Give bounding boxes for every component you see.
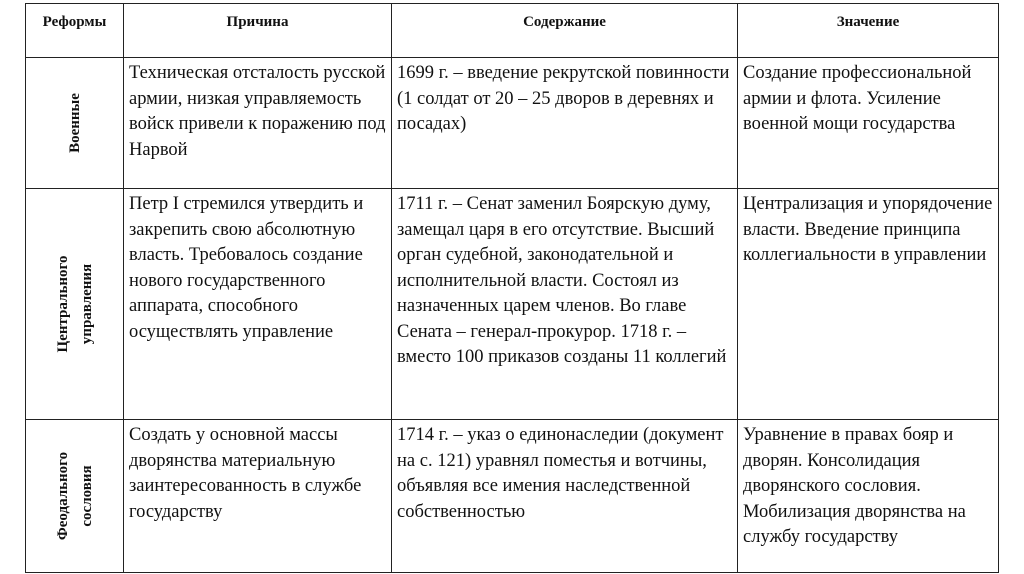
category-label-line2: управления [78,263,95,345]
category-label-line1: Феодального [54,451,71,541]
cause-cell: Техническая отсталость русской армии, низкая управляемость войск привели к поражению под Нарвой [124,58,392,189]
header-reforms: Реформы [26,4,124,58]
content-cell: 1714 г. – указ о единонаследии (документ на с. 121) уравнял поместья и вотчины, объявляя все имения наследственной собственностью [392,420,738,573]
category-label-line2: сословия [78,465,95,527]
table-row [26,420,999,573]
category-label-line1: Центрального [54,255,71,353]
row-category-military [26,58,124,189]
row-category-feudal-estate [26,420,124,573]
content-cell: 1699 г. – введение рекрутской повинности (1 солдат от 20 – 25 дворов в деревнях и посадах) [392,58,738,189]
row-category-central-government [26,189,124,420]
table-row [26,189,999,420]
significance-cell: Централизация и упорядочение власти. Введение принципа коллегиальности в управлении [738,189,999,420]
header-significance: Значение [738,4,999,58]
content-cell: 1711 г. – Сенат заменил Боярскую думу, замещал царя в его отсутствие. Высший орган судебной, законодательной и исполнительной власти. Состоял из назначенных царем членов. Во главе Сената – генерал-прокурор. 1718 г. – вместо 100 приказов созданы 11 коллегий [392,189,738,420]
table-header-row [26,4,999,58]
significance-cell: Создание профессиональной армии и флота. Усиление военной мощи государства [738,58,999,189]
cause-cell: Создать у основной массы дворянства материальную заинтересованность в службе государству [124,420,392,573]
header-cause: Причина [124,4,392,58]
header-content: Содержание [392,4,738,58]
cause-cell: Петр I стремился утвердить и закрепить свою абсолютную власть. Требовалось создание нового государственного аппарата, способного осуществлять управление [124,189,392,420]
table-row [26,58,999,189]
significance-cell: Уравнение в правах бояр и дворян. Консолидация дворянского сословия. Мобилизация дворянства на службу государству [738,420,999,573]
reforms-table [25,3,999,573]
category-label: Военные [66,93,83,153]
